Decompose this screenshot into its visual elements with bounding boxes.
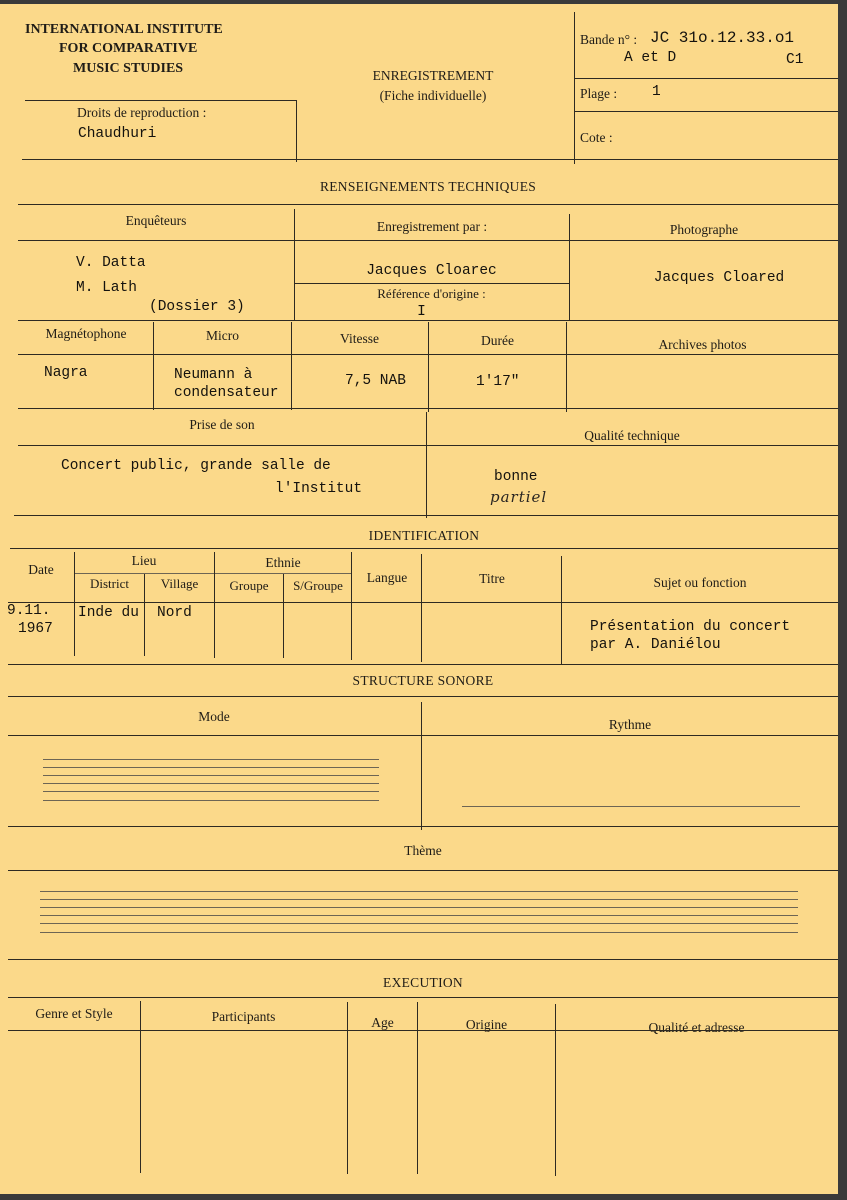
date-label: Date: [28, 562, 54, 577]
district-label: District: [90, 576, 129, 591]
theme-label: Thème: [404, 843, 442, 858]
dossier-note: (Dossier 3): [149, 299, 245, 315]
prise-de-son-value-2: l'Institut: [275, 481, 363, 497]
age-label: Age: [371, 1015, 394, 1030]
bande-value: JC 31o.12.33.o1: [650, 29, 795, 47]
cote-label: Cote :: [580, 130, 613, 145]
origine-label: Origine: [465, 1017, 508, 1032]
qualite-handwritten-note: partiel: [490, 488, 548, 506]
duree-label: Durée: [481, 333, 514, 348]
section-execution: EXECUTION: [383, 975, 463, 990]
record-card: [0, 4, 838, 1194]
photographe-label: Photographe: [669, 222, 739, 237]
magnetophone-label: Magnétophone: [45, 326, 127, 341]
form-title: ENREGISTREMENT: [372, 68, 494, 83]
participants-label: Participants: [211, 1009, 276, 1024]
rights-label: Droits de reproduction :: [77, 105, 207, 120]
institute-line-3: MUSIC STUDIES: [73, 61, 184, 76]
plage-value: 1: [652, 84, 661, 100]
enregistre-par-value: Jacques Cloarec: [366, 263, 497, 279]
enqueteurs-label: Enquêteurs: [125, 213, 187, 228]
prise-de-son-value-1: Concert public, grande salle de: [61, 458, 331, 474]
rythme-label: Rythme: [608, 717, 652, 732]
plage-label: Plage :: [580, 86, 618, 101]
sujet-fonction-label: Sujet ou fonction: [653, 575, 747, 590]
section-renseignements-techniques: RENSEIGNEMENTS TECHNIQUES: [319, 179, 537, 194]
vitesse-label: Vitesse: [340, 331, 379, 346]
micro-value-2: condensateur: [174, 385, 279, 401]
enregistrement-par-label: Enregistrement par :: [376, 219, 488, 234]
form-subtitle: (Fiche individuelle): [379, 88, 487, 103]
sujet-value-1: Présentation du concert: [590, 619, 791, 635]
village-label: Village: [160, 576, 199, 591]
magnetophone-value: Nagra: [44, 365, 88, 381]
section-identification: IDENTIFICATION: [368, 528, 480, 543]
institute-line-1: INTERNATIONAL INSTITUTE: [25, 22, 223, 37]
mode-label: Mode: [198, 709, 230, 724]
qualite-technique-label: Qualité technique: [584, 428, 680, 443]
micro-label: Micro: [206, 328, 239, 343]
groupe-label: Groupe: [229, 578, 269, 593]
photographe-value: Jacques Cloared: [653, 270, 785, 286]
date-value-1: 9.11.: [7, 603, 51, 619]
village-value: Nord: [157, 605, 192, 621]
rights-value: Chaudhuri: [78, 126, 157, 142]
bande-label: Bande n° :: [580, 32, 638, 47]
titre-label: Titre: [479, 571, 505, 586]
archives-photos-label: Archives photos: [658, 337, 747, 352]
sgroupe-label: S/Groupe: [293, 578, 343, 593]
bande-value-c1: C1: [786, 52, 804, 68]
reference-origine-label: Référence d'origine :: [377, 286, 486, 301]
reference-origine-value: I: [417, 304, 426, 320]
institute-line-2: FOR COMPARATIVE: [59, 41, 198, 56]
qualite-technique-value: bonne: [494, 469, 538, 485]
sujet-value-2: par A. Daniélou: [590, 637, 721, 653]
enqueteur-2: M. Lath: [76, 280, 137, 296]
date-value-2: 1967: [18, 621, 53, 637]
bande-value-ad: A et D: [624, 50, 677, 66]
enqueteur-1: V. Datta: [76, 255, 146, 271]
langue-label: Langue: [366, 570, 408, 585]
ethnie-label: Ethnie: [265, 555, 301, 570]
duree-value: 1'17": [476, 374, 520, 390]
lieu-label: Lieu: [131, 553, 157, 568]
genre-style-label: Genre et Style: [35, 1006, 113, 1021]
district-value: Inde du: [78, 605, 139, 621]
section-structure-sonore: STRUCTURE SONORE: [352, 673, 494, 688]
micro-value-1: Neumann à: [174, 367, 253, 383]
prise-de-son-label: Prise de son: [189, 417, 255, 432]
vitesse-value: 7,5 NAB: [345, 373, 406, 389]
qualite-adresse-label: Qualité et adresse: [648, 1020, 745, 1035]
